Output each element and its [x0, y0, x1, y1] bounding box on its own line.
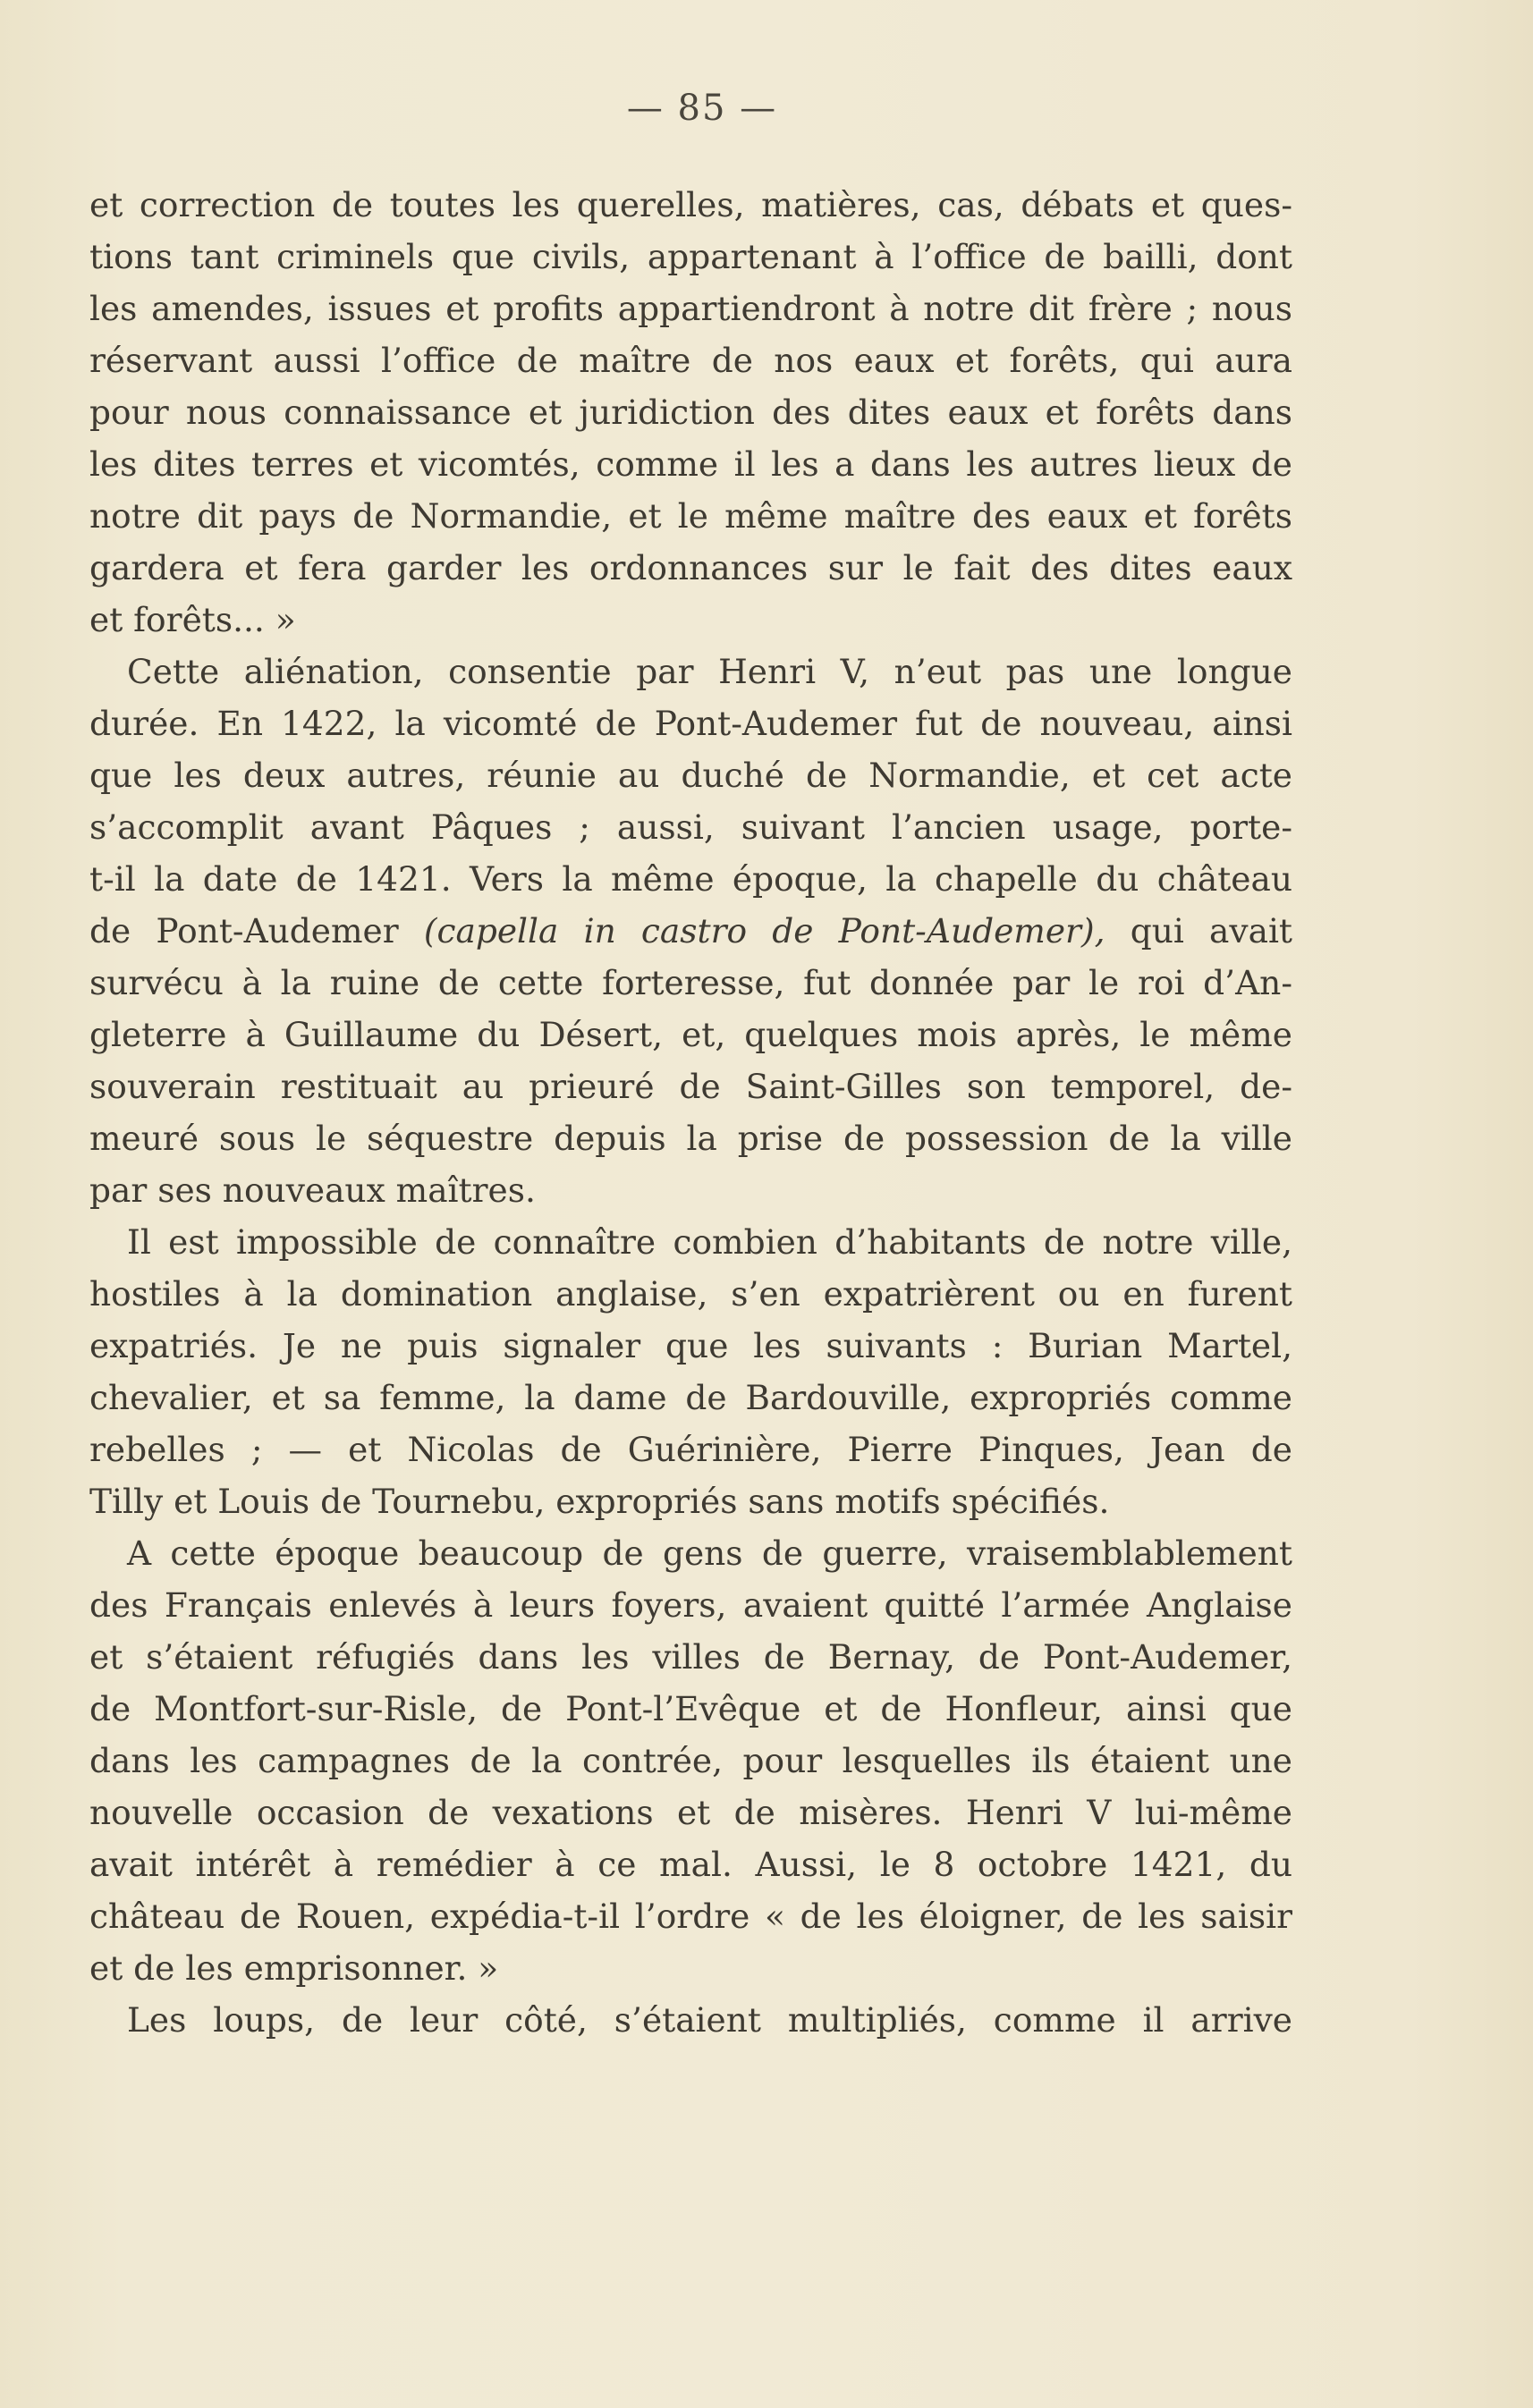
text-line: dans les campagnes de la contrée, pour lesquelles ils étaient une [89, 1741, 1292, 1780]
text-line: des Français enlevés à leurs foyers, avaient quitté l’armée Anglaise [89, 1585, 1292, 1625]
text-line: notre dit pays de Normandie, et le même maître des eaux et forêts [89, 496, 1292, 536]
text-line: pour nous connaissance et juridiction des dites eaux et forêts dans [89, 393, 1292, 432]
text-line: que les deux autres, réunie au duché de Normandie, et cet acte [89, 756, 1292, 795]
text-line: survécu à la ruine de cette forteresse, fut donnée par le roi d’An- [89, 963, 1292, 1002]
text-line: durée. En 1422, la vicomté de Pont-Audemer fut de nouveau, ainsi [89, 704, 1292, 743]
text-line: et forêts... » [89, 600, 296, 639]
text-line: souverain restituait au prieuré de Saint-Gilles son temporel, de- [89, 1067, 1292, 1106]
line-text-before: de Pont-Audemer [89, 911, 424, 951]
text-line: avait intérêt à remédier à ce mal. Aussi, le 8 octobre 1421, du [89, 1845, 1292, 1884]
latin-quotation: (capella in castro de Pont-Audemer), [423, 911, 1105, 951]
text-line: château de Rouen, expédia-t-il l’ordre « de les éloigner, de les saisir [89, 1897, 1292, 1936]
text-line: s’accomplit avant Pâques ; aussi, suivant l’ancien usage, porte- [89, 807, 1292, 847]
text-line: gardera et fera garder les ordonnances sur le fait des dites eaux [89, 548, 1292, 587]
paragraph-start-line: Cette aliénation, consentie par Henri V, n’eut pas une longue [127, 652, 1292, 691]
text-line: réservant aussi l’office de maître de nos eaux et forêts, qui aura [89, 341, 1292, 380]
paragraph-start-line: Les loups, de leur côté, s’étaient multipliés, comme il arrive [127, 2000, 1292, 2040]
line-text-after: qui avait [1105, 911, 1292, 951]
text-line-with-latin-quote [89, 905, 1292, 957]
text-line: et de les emprisonner. » [89, 1948, 499, 1988]
paragraph-start-line: A cette époque beaucoup de gens de guerre, vraisemblablement [127, 1534, 1292, 1573]
text-line: nouvelle occasion de vexations et de misères. Henri V lui-même [89, 1793, 1292, 1832]
text-line: Tilly et Louis de Tournebu, expropriés sans motifs spécifiés. [89, 1482, 1110, 1521]
text-line: les dites terres et vicomtés, comme il les a dans les autres lieux de [89, 444, 1292, 484]
text-line: et s’étaient réfugiés dans les villes de Bernay, de Pont-Audemer, [89, 1637, 1292, 1677]
text-line: gleterre à Guillaume du Désert, et, quelques mois après, le même [89, 1015, 1292, 1054]
text-line: t-il la date de 1421. Vers la même époque, la chapelle du château [89, 859, 1292, 899]
text-line: expatriés. Je ne puis signaler que les suivants : Burian Martel, [89, 1326, 1292, 1365]
body-text [89, 179, 1292, 2046]
paragraph-start-line: Il est impossible de connaître combien d’habitants de notre ville, [127, 1222, 1292, 1262]
text-line: hostiles à la domination anglaise, s’en expatrièrent ou en furent [89, 1274, 1292, 1314]
text-line: tions tant criminels que civils, appartenant à l’office de bailli, dont [89, 237, 1292, 276]
text-line: meuré sous le séquestre depuis la prise de possession de la ville [89, 1119, 1292, 1158]
page-number: — 85 — [626, 88, 778, 129]
text-line: et correction de toutes les querelles, matières, cas, débats et ques- [89, 185, 1292, 224]
text-line: rebelles ; — et Nicolas de Guérinière, Pierre Pinques, Jean de [89, 1430, 1292, 1469]
text-line: de Montfort-sur-Risle, de Pont-l’Evêque et de Honfleur, ainsi que [89, 1689, 1292, 1728]
text-line: les amendes, issues et profits appartiendront à notre dit frère ; nous [89, 289, 1292, 328]
text-line: par ses nouveaux maîtres. [89, 1170, 536, 1210]
text-line: chevalier, et sa femme, la dame de Bardouville, expropriés comme [89, 1378, 1292, 1417]
